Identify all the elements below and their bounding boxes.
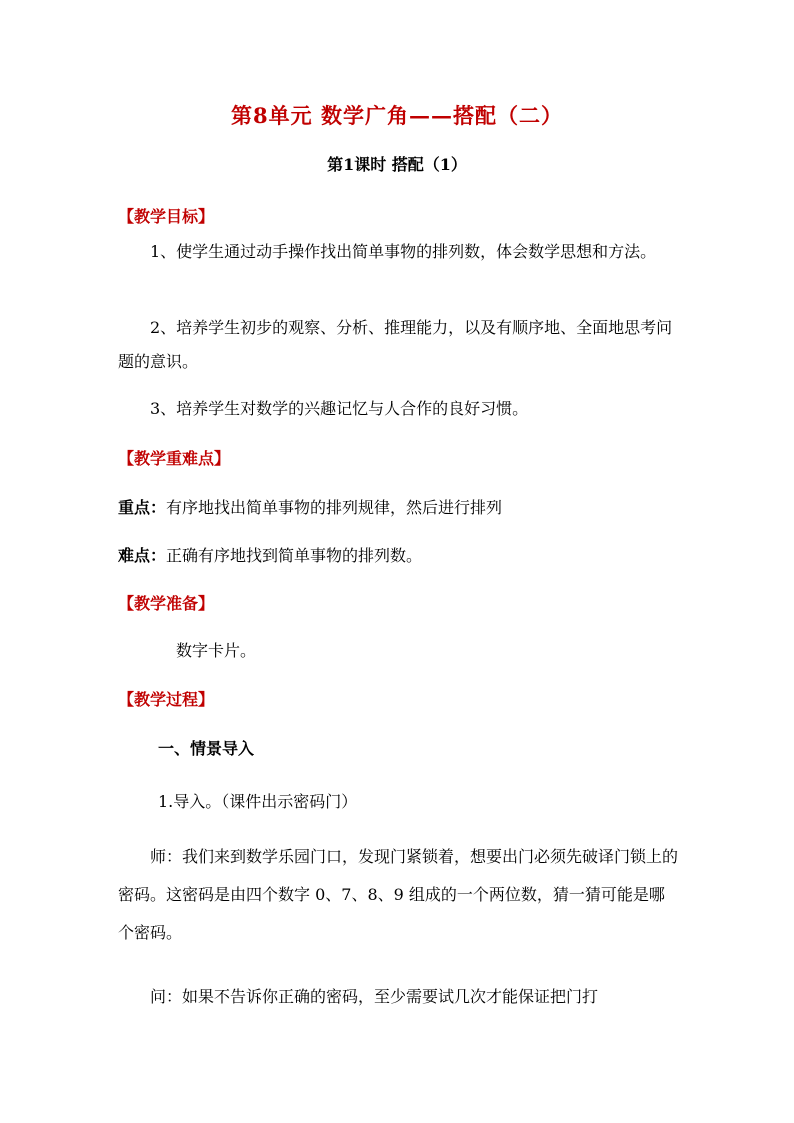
difficult-point-line [118,543,422,566]
lesson-subtitle: 第1课时 搭配（1） [327,155,467,174]
goal-item-1: 1、使学生通过动手操作找出简单事物的排列数，体会数学思想和方法。 [150,242,657,261]
step1-item: 1.导入。（课件出示密码门） [158,792,358,811]
difficult-point-label: 难点： [118,546,167,565]
preparation-heading: 【教学准备】 [118,594,215,613]
key-point-line [118,495,502,518]
process-heading: 【教学过程】 [118,690,215,709]
difficult-point-text: 正确有序地找到简单事物的排列数。 [166,546,423,565]
goal-item-3: 3、培养学生对数学的兴趣记忆与人合作的良好习惯。 [150,399,529,418]
teacher-paragraph: 师：我们来到数学乐园门口，发现门紧锁着，想要出门必须先破译门锁上的密码。这密码是由四个数字 0、7、8、9 组成的一个两位数，猜一猜可能是哪个密码。 [118,847,679,942]
document-title: 第8单元 数学广角——搭配（二） [231,103,563,128]
question-paragraph: 问：如果不告诉你正确的密码，至少需要试几次才能保证把门打 [150,987,599,1006]
key-point-label: 重点： [118,498,167,517]
goals-heading: 【教学目标】 [118,207,215,226]
step1-heading: 一、情景导入 [158,739,255,758]
key-points-heading: 【教学重难点】 [118,449,231,468]
preparation-text: 数字卡片。 [176,641,257,660]
key-point-text: 有序地找出简单事物的排列规律，然后进行排列 [166,498,503,517]
goal-item-2: 2、培养学生初步的观察、分析、推理能力，以及有顺序地、全面地思考问题的意识。 [118,318,673,371]
